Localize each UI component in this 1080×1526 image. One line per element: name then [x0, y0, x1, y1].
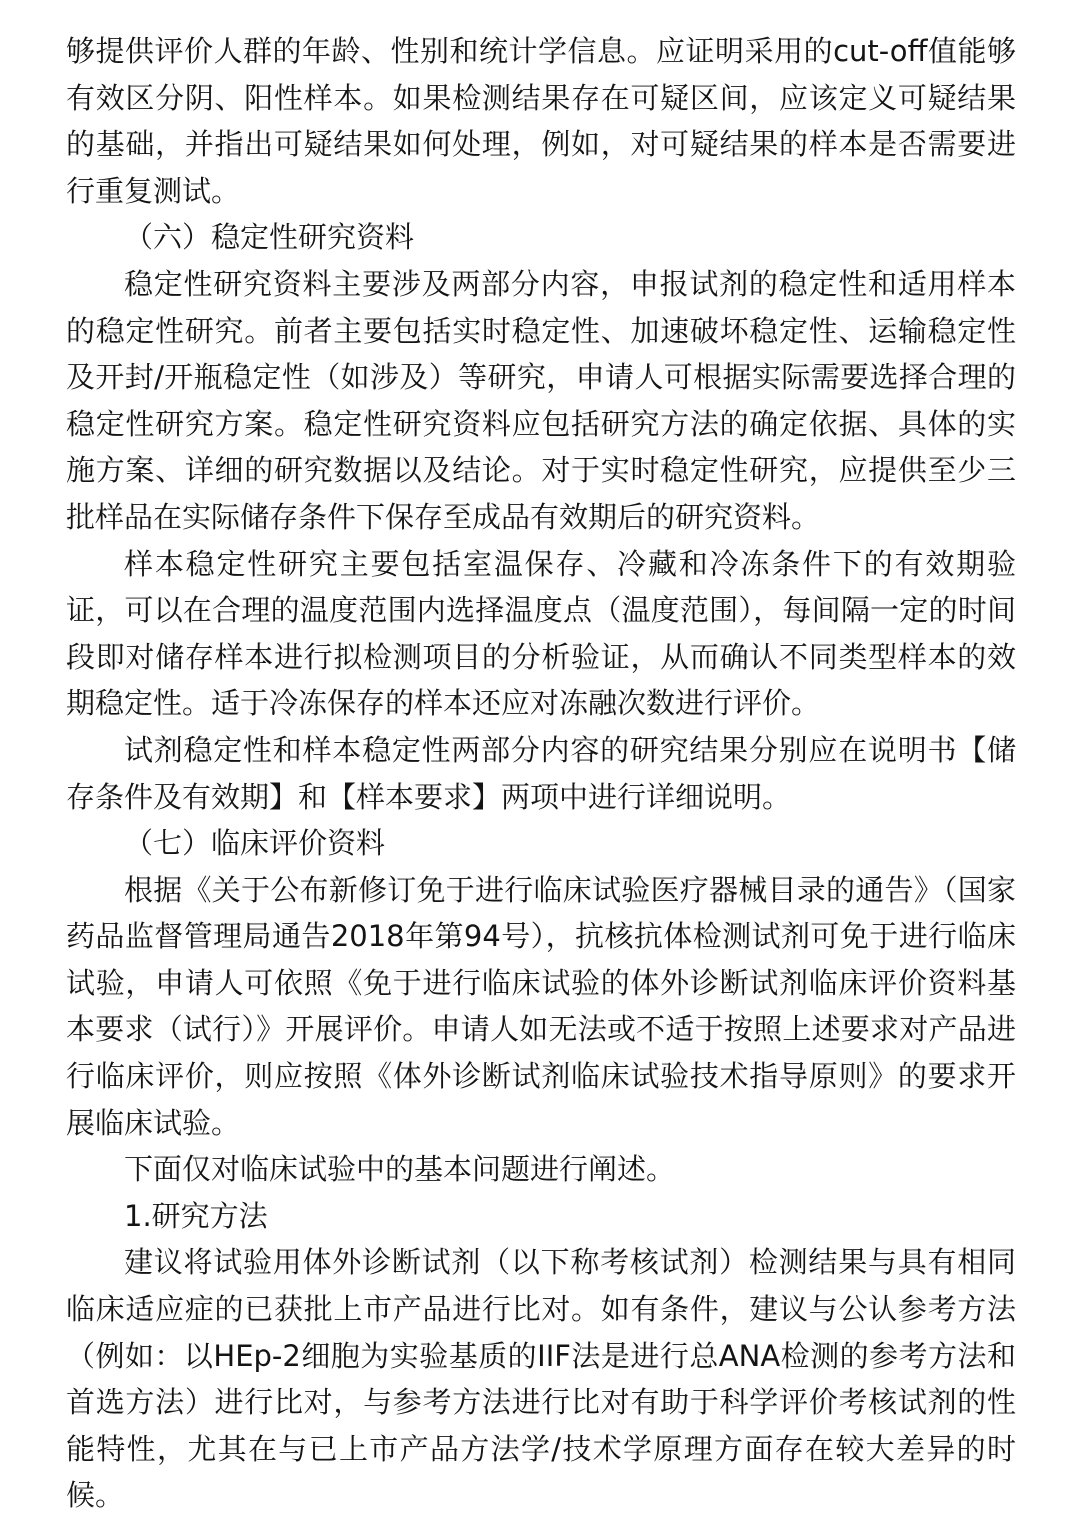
- subsection-heading-methods: 1.研究方法: [124, 1198, 268, 1233]
- paragraph-clinical-exemption: 根据《关于公布新修订免于进行临床试验医疗器械目录的通告》（国家药品监督管理局通告2018年第94号），抗核抗体检测试剂可免于进行临床试验，申请人可依照《免于进行临床试验的体外诊断试剂临床评价资料基本要求（试行）》开展评价。申请人如无法或不适于按照上述要求对产品进行临床评价，则应按照《体外诊断试剂临床试验技术指导原则》的要求开展临床试验。: [66, 872, 1016, 1140]
- paragraph-stability-results: 试剂稳定性和样本稳定性两部分内容的研究结果分别应在说明书【储存条件及有效期】和【样本要求】两项中进行详细说明。: [66, 732, 1016, 814]
- paragraph-methods: 建议将试验用体外诊断试剂（以下称考核试剂）检测结果与具有相同临床适应症的已获批上市产品进行比对。如有条件，建议与公认参考方法（例如：以HEp-2细胞为实验基质的IIF法是进行总ANA检测的参考方法和首选方法）进行比对，与参考方法进行比对有助于科学评价考核试剂的性能特性，尤其在与已上市产品方法学/技术学原理方面存在较大差异的时候。: [66, 1245, 1016, 1513]
- document-page: [66, 28, 1016, 1519]
- paragraph-continuation: 够提供评价人群的年龄、性别和统计学信息。应证明采用的cut-off值能够有效区分阴、阳性样本。如果检测结果存在可疑区间，应该定义可疑结果的基础，并指出可疑结果如何处理，例如，对可疑结果的样本是否需要进行重复测试。: [66, 34, 1016, 208]
- section-heading-clinical: （七）临床评价资料: [124, 826, 386, 861]
- paragraph-sample-stability: 样本稳定性研究主要包括室温保存、冷藏和冷冻条件下的有效期验证，可以在合理的温度范围内选择温度点（温度范围），每间隔一定的时间段即对储存样本进行拟检测项目的分析验证，从而确认不同类型样本的效期稳定性。适于冷冻保存的样本还应对冻融次数进行评价。: [66, 546, 1016, 721]
- section-heading-stability: （六）稳定性研究资料: [124, 220, 415, 255]
- paragraph-stability-overview: 稳定性研究资料主要涉及两部分内容，申报试剂的稳定性和适用样本的稳定性研究。前者主要包括实时稳定性、加速破坏稳定性、运输稳定性及开封/开瓶稳定性（如涉及）等研究，申请人可根据实际需要选择合理的稳定性研究方案。稳定性研究资料应包括研究方法的确定依据、具体的实施方案、详细的研究数据以及结论。对于实时稳定性研究，应提供至少三批样品在实际储存条件下保存至成品有效期后的研究资料。: [66, 266, 1016, 534]
- paragraph-basic-issues: 下面仅对临床试验中的基本问题进行阐述。: [124, 1152, 676, 1187]
